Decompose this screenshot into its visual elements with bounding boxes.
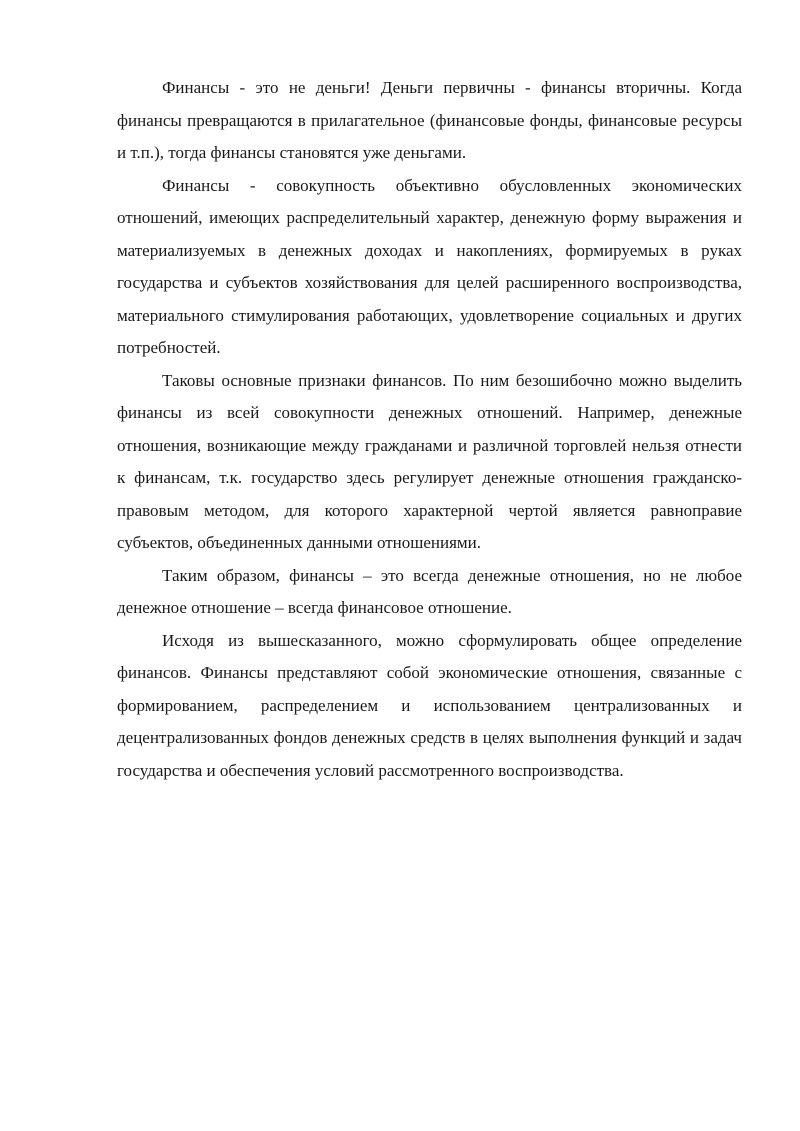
paragraph-3: Таковы основные признаки финансов. По ним безошибочно можно выделить финансы из всей совокупности денежных отношений. Например, денежные отношения, возникающие между гражданами и различной торговлей нельзя отнести к финансам, т.к. государство здесь регулирует денежные отношения гражданско-правовым методом, для которого характерной чертой является равноправие субъектов, объединенных данными отношениями. [117, 370, 742, 552]
document-page [117, 72, 742, 787]
paragraph-5: Исходя из вышесказанного, можно сформулировать общее определение финансов. Финансы представляют собой экономические отношения, связанные с формированием, распределением и использованием централизованных и децентрализованных фондов денежных средств в целях выполнения функций и задач государства и обеспечения условий рассмотренного воспроизводства. [117, 630, 742, 780]
paragraph-4: Таким образом, финансы – это всегда денежные отношения, но не любое денежное отношение – всегда финансовое отношение. [117, 565, 742, 617]
paragraph-2: Финансы - совокупность объективно обусловленных экономических отношений, имеющих распределительный характер, денежную форму выражения и материализуемых в денежных доходах и накоплениях, формируемых в руках государства и субъектов хозяйствования для целей расширенного воспроизводства, материального стимулирования работающих, удовлетворение социальных и других потребностей. [117, 175, 742, 357]
paragraph-1: Финансы - это не деньги! Деньги первичны - финансы вторичны. Когда финансы превращаются в прилагательное (финансовые фонды, финансовые ресурсы и т.п.), тогда финансы становятся уже деньгами. [117, 78, 742, 162]
